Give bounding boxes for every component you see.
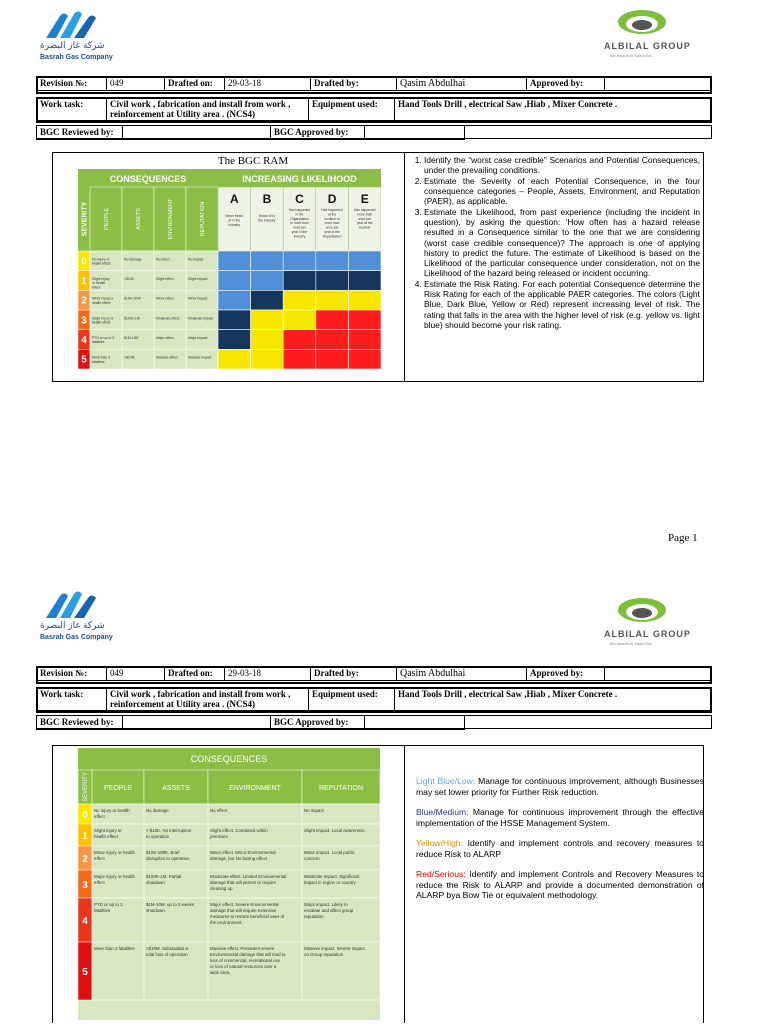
drafted-on-label: Drafted on:	[165, 667, 225, 681]
conseq-assets-text: $1M-10M. up to 2 weeks shutdown	[146, 902, 195, 913]
albilal-logo-name: ALBILAL GROUP	[604, 41, 691, 51]
ram-risk-cell	[218, 251, 251, 271]
conseq-reputation-text: Slight impact. Local awareness	[304, 828, 365, 833]
equipment-label: Equipment used:	[309, 98, 395, 123]
ram-consequence-text: Major impact	[188, 336, 208, 340]
conseq-people-text: Major injury or health effect	[94, 874, 135, 885]
bgc-logo	[38, 8, 138, 68]
bgc-logo-arabic: شركة غاز البصرة	[40, 41, 105, 51]
revision-label: Revision №:	[37, 77, 107, 91]
instruction-item: 2. Estimate the Severity of each Potential Consequence, in the four consequence categories – People, Assets, Environment, and Reputation (PAER), as applicable.	[424, 176, 700, 207]
conseq-reputation-text: Massive impact. Severe impact on Group reputation	[304, 946, 365, 957]
revision-value: 049	[107, 667, 165, 681]
equipment-value: Hand Tools Drill , electrical Saw ,Hiab , Mixer Concrete .	[395, 688, 712, 713]
ram-risk-cell	[316, 330, 349, 350]
ram-likelihood-letter: B	[262, 192, 272, 206]
conseq-environment-text: Moderate effect. Limited Environmental damage that will persist or require cleaning up	[210, 874, 287, 891]
ram-consequence-text: PTD or up to 3 fatalities	[92, 336, 115, 345]
ram-risk-cell	[348, 349, 381, 369]
legend-blue	[416, 807, 704, 828]
conseq-column-label: ASSETS	[162, 785, 190, 792]
approved-by-value	[605, 667, 712, 681]
ram-risk-cell	[251, 330, 284, 350]
drafted-on-value: 29-03-18	[225, 77, 311, 91]
ram-likelihood-desc: Has happened more than once per year at the location	[353, 208, 376, 230]
bgc-logo-name: Basrah Gas Company	[40, 54, 113, 61]
conseq-reputation-text: Minor impact. Local public concern	[304, 850, 355, 861]
conseq-reputation-text: Moderate impact. Significant impact in region or country	[304, 874, 360, 885]
bgc-approved-value	[365, 126, 465, 140]
instruction-item: 1. Identify the “worst case credible” Scenarios and Potential Consequences, under the prevailing conditions.	[424, 155, 700, 175]
ram-column-label: PEOPLE	[104, 207, 110, 231]
conseq-assets-text: >$10M. Substantial or total loss of operation	[146, 946, 189, 957]
header-row-3	[36, 125, 712, 139]
consequences-table	[78, 748, 380, 1020]
conseq-severity-number: 3	[82, 880, 88, 891]
header-table-2	[36, 97, 712, 123]
ram-risk-cell	[283, 271, 316, 291]
legend-red-text: Identify and implement Controls and Recovery Measures to reduce the Risk to ALARP and provide a documented demonstration of ALARP bya Bow Tie or equivalent methodology.	[416, 869, 704, 900]
header-row-3	[36, 715, 712, 729]
conseq-environment-text: Minor effect. Minor Environmental damage, but No lasting effect	[210, 850, 276, 861]
legend-blue-label: Blue/Medium:	[416, 807, 469, 817]
bgc-logo-mark-icon	[38, 588, 118, 622]
ram-risk-cell	[251, 251, 284, 271]
ram-risk-cell	[316, 251, 349, 271]
header-row-1	[36, 76, 712, 94]
ram-risk-cell	[218, 349, 251, 369]
albilal-logo-tagline: Bin Awadh Al Saadi Est.	[610, 641, 653, 646]
equipment-value: Hand Tools Drill , electrical Saw ,Hiab , Mixer Concrete .	[395, 98, 712, 123]
instruction-item: 3. Estimate the Likelihood, from past experience (including the incident in question), by asking the question: ‘How often has a hazard release resulted in a Consequence similar to the one that we are considering (worst case credible consequence)? The approach is one of applying history to predict the future. The estimate of Likelihood is based on the Likelihood of the particular consequence under consideration, not on the Likelihood of the hazard being released or incident occurring.	[424, 207, 700, 278]
approved-by-value	[605, 77, 712, 91]
header-row-2	[36, 687, 712, 712]
bgc-logo-name: Basrah Gas Company	[40, 634, 113, 641]
conseq-column-label: REPUTATION	[318, 785, 364, 792]
conseq-title: CONSEQUENCES	[190, 754, 268, 764]
ram-consequence-text: Minor injury or health effect	[92, 296, 114, 305]
conseq-people-text: Slight injury or health effect	[94, 828, 122, 839]
ram-likelihood-letter: C	[295, 192, 304, 206]
ram-likelihood-letter: D	[327, 192, 337, 206]
bgc-approved-label: BGC Approved by:	[271, 126, 365, 140]
revision-value: 049	[107, 77, 165, 91]
header-table-2	[36, 687, 712, 713]
work-task-label: Work task:	[37, 98, 107, 123]
approved-by-label: Approved by:	[527, 77, 605, 91]
page-number: Page 1	[668, 532, 698, 544]
bgc-reviewed-value	[123, 716, 271, 730]
conseq-severity-number: 1	[82, 831, 88, 842]
ram-consequence-text: Slight effect	[156, 277, 174, 281]
ram-consequence-text: No damage	[124, 257, 142, 262]
ram-risk-cell	[283, 310, 316, 330]
conseq-assets-text: No damage	[146, 808, 169, 813]
conseq-assets-text: $10K-100K. Brief disruption to operation	[146, 850, 190, 861]
ram-consequence-text: Moderate impact	[188, 316, 214, 321]
ram-likelihood-title: INCREASING LIKELIHOOD	[242, 174, 357, 184]
bgc-reviewed-value	[123, 126, 271, 140]
instruction-item: 4. Estimate the Risk Rating. For each potential Consequence determine the Risk Rating for each of the applicable PAER categories. The colors (Light Blue, Dark Blue, Yellow or Red) represent increasing level of risk. The rating that falls in the area with the higher level of risk (e.g. yellow vs. light blue) should become your risk rating.	[424, 279, 700, 330]
ram-consequence-text: Massive effect	[156, 355, 178, 360]
ram-likelihood-letter: E	[360, 192, 369, 206]
ram-risk-cell	[316, 271, 349, 291]
ram-risk-cell	[283, 349, 316, 369]
ram-consequence-text: No injury or health effect	[92, 257, 111, 266]
ram-risk-cell	[251, 271, 284, 291]
header-table-1	[36, 76, 712, 91]
ram-likelihood-desc: Has happened at the location or more than once per year in the Organisation	[321, 208, 343, 239]
ram-consequence-text: Slight impact	[188, 277, 208, 281]
ram-consequence-text: $100K-1M	[124, 316, 140, 321]
ram-column-label: ASSETS	[136, 208, 142, 230]
bgc-reviewed-label: BGC Reviewed by:	[37, 716, 123, 730]
ram-consequence-text: Slight injury or health effect	[92, 277, 110, 290]
conseq-people-text: No injury or health effect	[94, 808, 130, 819]
conseq-environment-text: Massive effect. Persistent severe Environmental damage that will lead to loss of commercial, recreational use or loss of natural resources over a wide area.	[210, 946, 286, 975]
bgc-logo	[38, 588, 138, 648]
albilal-logo-mark-icon	[602, 596, 672, 628]
albilal-logo-mark-icon	[602, 8, 672, 40]
conseq-column-label: PEOPLE	[103, 785, 133, 792]
albilal-logo-name: ALBILAL GROUP	[604, 629, 691, 639]
ram-consequences-title: CONSEQUENCES	[109, 174, 187, 184]
ram-consequence-text: More than 3 fatalities	[92, 355, 111, 364]
conseq-cell	[302, 804, 380, 824]
ram-risk-cell	[251, 310, 284, 330]
ram-consequence-text: No effect	[156, 257, 170, 262]
ram-consequence-text: No impact	[188, 257, 204, 262]
legend-yellow	[416, 838, 704, 859]
work-task-value: Civil work , fabrication and install from work , reinforcement at Utility area . (NCS4)	[107, 688, 309, 713]
conseq-severity-number: 2	[82, 854, 88, 865]
conseq-people-text: PTD or up to 3 fatalities	[94, 902, 123, 913]
drafted-by-value: Qasim Abdulhai	[397, 667, 527, 681]
ram-consequence-text: Minor impact	[188, 296, 208, 301]
ram-likelihood-desc: Has happened in the Organisation or more than once per year in the industry	[288, 208, 311, 239]
ram-consequence-text: >$10M	[124, 355, 135, 360]
ram-risk-cell	[348, 290, 381, 310]
ram-column-label: ENVIRONMENT	[168, 198, 174, 240]
albilal-logo	[602, 8, 716, 60]
work-task-value: Civil work , fabrication and install from work , reinforcement at Utility area . (NCS4)	[107, 98, 309, 123]
legend-red	[416, 869, 704, 901]
bgc-reviewed-label: BGC Reviewed by:	[37, 126, 123, 140]
equipment-label: Equipment used:	[309, 688, 395, 713]
conseq-cell	[144, 804, 208, 824]
conseq-assets-text: < $10K. No interruption to operation	[146, 828, 192, 839]
conseq-people-text: More than 3 fatalities	[94, 946, 135, 951]
ram-risk-cell	[316, 349, 349, 369]
ram-consequence-text: Moderate effect	[156, 316, 180, 321]
risk-assessment-matrix	[78, 169, 381, 369]
ram-severity-number: 0	[81, 256, 87, 268]
ram-risk-cell	[316, 290, 349, 310]
ram-risk-cell	[348, 310, 381, 330]
header-table-1	[36, 666, 712, 681]
ram-consequence-text: Major injury or health effect	[92, 316, 114, 325]
bgc-logo-arabic: شركة غاز البصرة	[40, 621, 105, 631]
ram-risk-cell	[283, 290, 316, 310]
conseq-people-text: Minor injury or health effect	[94, 850, 135, 861]
revision-label: Revision №:	[37, 667, 107, 681]
instructions	[410, 155, 700, 330]
ram-consequence-text: <$10K	[124, 277, 134, 281]
ram-severity-number: 5	[81, 354, 87, 366]
conseq-severity-number: 5	[82, 967, 88, 978]
legend-red-label: Red/Serious:	[416, 869, 466, 879]
ram-risk-cell	[218, 271, 251, 291]
ram-risk-cell	[316, 310, 349, 330]
drafted-on-value: 29-03-18	[225, 667, 311, 681]
instructions-list	[410, 155, 700, 330]
drafted-by-label: Drafted by:	[311, 77, 397, 91]
ram-risk-cell	[218, 330, 251, 350]
ram-severity-number: 3	[81, 315, 87, 327]
albilal-logo-tagline: Bin Awadh Al Saadi Est.	[610, 53, 653, 58]
header-table-3	[36, 125, 712, 140]
drafted-by-value: Qasim Abdulhai	[397, 77, 527, 91]
ram-consequence-text: Massive impact	[188, 355, 212, 360]
ram-severity-number: 4	[81, 335, 87, 346]
ram-severity-label: SEVERITY	[81, 201, 89, 237]
conseq-environment-text: Slight effect. Contained within premises	[210, 828, 268, 839]
ram-risk-cell	[348, 330, 381, 350]
conseq-environment-text: Major effect. Severe Environmental damage that will require extensive measures to restore beneficial uses of the environment.	[210, 902, 285, 925]
conseq-severity-label: SEVERITY	[83, 772, 89, 802]
drafted-on-label: Drafted on:	[165, 77, 225, 91]
consequences-box-divider	[404, 746, 405, 1023]
ram-risk-cell	[283, 251, 316, 271]
conseq-reputation-text: No impact	[304, 808, 324, 813]
conseq-assets-text: $100K-1M. Partial shutdown	[146, 874, 182, 885]
ram-title: The BGC RAM	[217, 155, 289, 167]
header-table-3	[36, 715, 712, 730]
ram-likelihood-desc: Never heard of in the industry	[225, 214, 244, 227]
ram-likelihood-letter: A	[229, 192, 239, 206]
header-row-2	[36, 97, 712, 122]
ram-box-divider	[404, 153, 405, 381]
conseq-environment-text: No effect	[210, 808, 228, 813]
header-row-1	[36, 666, 712, 684]
conseq-cell	[208, 804, 302, 824]
drafted-by-label: Drafted by:	[311, 667, 397, 681]
work-task-label: Work task:	[37, 688, 107, 713]
conseq-severity-number: 0	[82, 810, 88, 821]
ram-risk-cell	[218, 310, 251, 330]
risk-legend	[416, 776, 704, 911]
albilal-logo	[602, 596, 716, 648]
legend-blue-text: Manage for continuous improvement through the effective implementation of the HSSE Management System.	[416, 807, 704, 828]
legend-light-blue	[416, 776, 704, 797]
ram-consequence-text: $1M-10M	[124, 336, 139, 340]
ram-consequence-text: Major effect	[156, 336, 174, 340]
legend-light-blue-label: Light Blue/Low:	[416, 776, 476, 786]
ram-likelihood-desc: Heard of in the industry	[258, 214, 276, 223]
conseq-severity-number: 4	[82, 916, 88, 927]
ram-severity-number: 2	[81, 295, 87, 307]
ram-risk-cell	[283, 330, 316, 350]
bgc-logo-mark-icon	[38, 8, 118, 42]
ram-consequence-text: $10K-100K	[124, 296, 141, 301]
legend-yellow-text: Identify and implement controls and recovery measures to reduce Risk to ALARP	[416, 838, 704, 859]
ram-severity-number: 1	[81, 276, 87, 287]
ram-risk-cell	[348, 271, 381, 291]
ram-risk-cell	[218, 290, 251, 310]
ram-risk-cell	[348, 251, 381, 271]
ram-consequence-text: Minor effect	[156, 296, 174, 301]
ram-column-label: REPUTATION	[200, 201, 206, 237]
bgc-approved-value	[365, 716, 465, 730]
page-2	[0, 580, 768, 1024]
ram-risk-cell	[251, 290, 284, 310]
ram-risk-cell	[251, 349, 284, 369]
legend-yellow-label: Yellow/High:	[416, 838, 463, 848]
bgc-approved-label: BGC Approved by:	[271, 716, 365, 730]
legend-light-blue-text: Manage for continuous improvement, although Businesses may set lower priority for Further Risk reduction.	[416, 776, 704, 797]
conseq-column-label: ENVIRONMENT	[229, 785, 281, 792]
conseq-reputation-text: Major impact. Likely to escalate and affect group reputation	[304, 902, 354, 919]
approved-by-label: Approved by:	[527, 667, 605, 681]
